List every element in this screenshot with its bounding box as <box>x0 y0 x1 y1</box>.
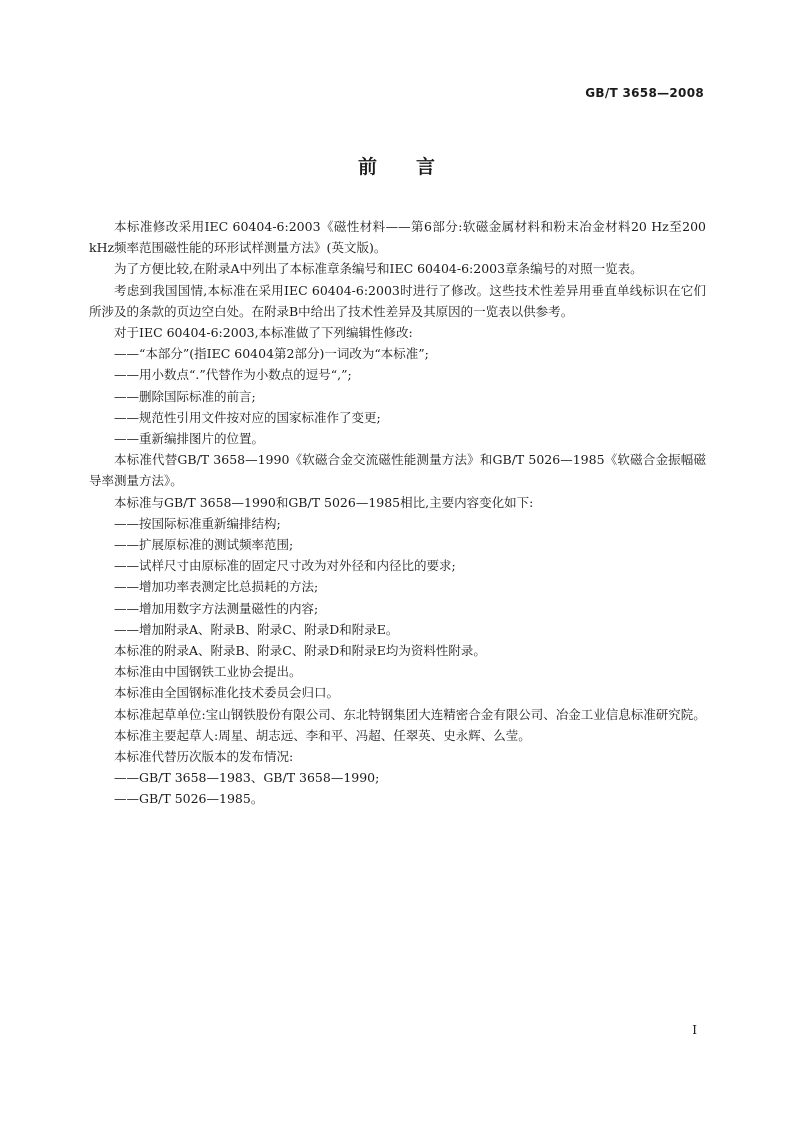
list-item: ——“本部分”(指IEC 60404第2部分)一词改为“本标准”; <box>114 346 429 362</box>
paragraph: 本标准由中国钢铁工业协会提出。 <box>114 664 302 680</box>
page-title <box>0 152 794 179</box>
list-item: ——按国际标准重新编排结构; <box>114 515 281 531</box>
paragraph: 本标准修改采用IEC 60404-6:2003《磁性材料——第6部分:软磁金属材料和粉末冶金材料20 Hz至200 kHz频率范围磁性能的环形试样测量方法》(英文版)。 <box>89 219 706 256</box>
title-char-1: 前 <box>357 156 378 178</box>
page-number: I <box>692 1023 697 1037</box>
list-item: ——增加功率表测定比总损耗的方法; <box>114 579 319 595</box>
list-item: ——GB/T 5026—1985。 <box>114 791 264 807</box>
paragraph: 本标准起草单位:宝山钢铁股份有限公司、东北特钢集团大连精密合金有限公司、冶金工业信息标准研究院。 <box>114 706 706 722</box>
paragraph: 为了方便比较,在附录A中列出了本标准章条编号和IEC 60404-6:2003章条编号的对照一览表。 <box>114 261 643 277</box>
paragraph: 本标准代替GB/T 3658—1990《软磁合金交流磁性能测量方法》和GB/T 5026—1985《软磁合金振幅磁导率测量方法》。 <box>89 452 706 489</box>
list-item: ——删除国际标准的前言; <box>114 388 256 404</box>
list-item: ——增加用数字方法测量磁性的内容; <box>114 600 319 616</box>
list-item: ——增加附录A、附录B、附录C、附录D和附录E。 <box>114 621 399 637</box>
standard-code: GB/T 3658—2008 <box>585 86 704 100</box>
foreword-body <box>89 216 706 810</box>
list-item: ——规范性引用文件按对应的国家标准作了变更; <box>114 409 381 425</box>
paragraph: 本标准主要起草人:周星、胡志远、李和平、冯超、任翠英、史永辉、么莹。 <box>114 727 531 743</box>
paragraph: 对于IEC 60404-6:2003,本标准做了下列编辑性修改: <box>114 325 413 341</box>
paragraph: 本标准的附录A、附录B、附录C、附录D和附录E均为资料性附录。 <box>114 643 486 659</box>
list-item: ——扩展原标准的测试频率范围; <box>114 537 294 553</box>
paragraph: 本标准与GB/T 3658—1990和GB/T 5026—1985相比,主要内容变化如下: <box>114 494 534 510</box>
list-item: ——重新编排图片的位置。 <box>114 431 265 447</box>
list-item: ——用小数点“.”代替作为小数点的逗号“,”; <box>114 367 352 383</box>
title-char-2: 言 <box>416 156 437 178</box>
list-item: ——试样尺寸由原标准的固定尺寸改为对外径和内径比的要求; <box>114 558 456 574</box>
paragraph: 本标准代替历次版本的发布情况: <box>114 749 294 765</box>
paragraph: 考虑到我国国情,本标准在采用IEC 60404-6:2003时进行了修改。这些技术性差异用垂直单线标识在它们所涉及的条款的页边空白处。在附录B中给出了技术性差异及其原因的一览表以供参考。 <box>89 282 706 319</box>
paragraph: 本标准由全国钢标准化技术委员会归口。 <box>114 685 340 701</box>
list-item: ——GB/T 3658—1983、GB/T 3658—1990; <box>114 770 380 786</box>
